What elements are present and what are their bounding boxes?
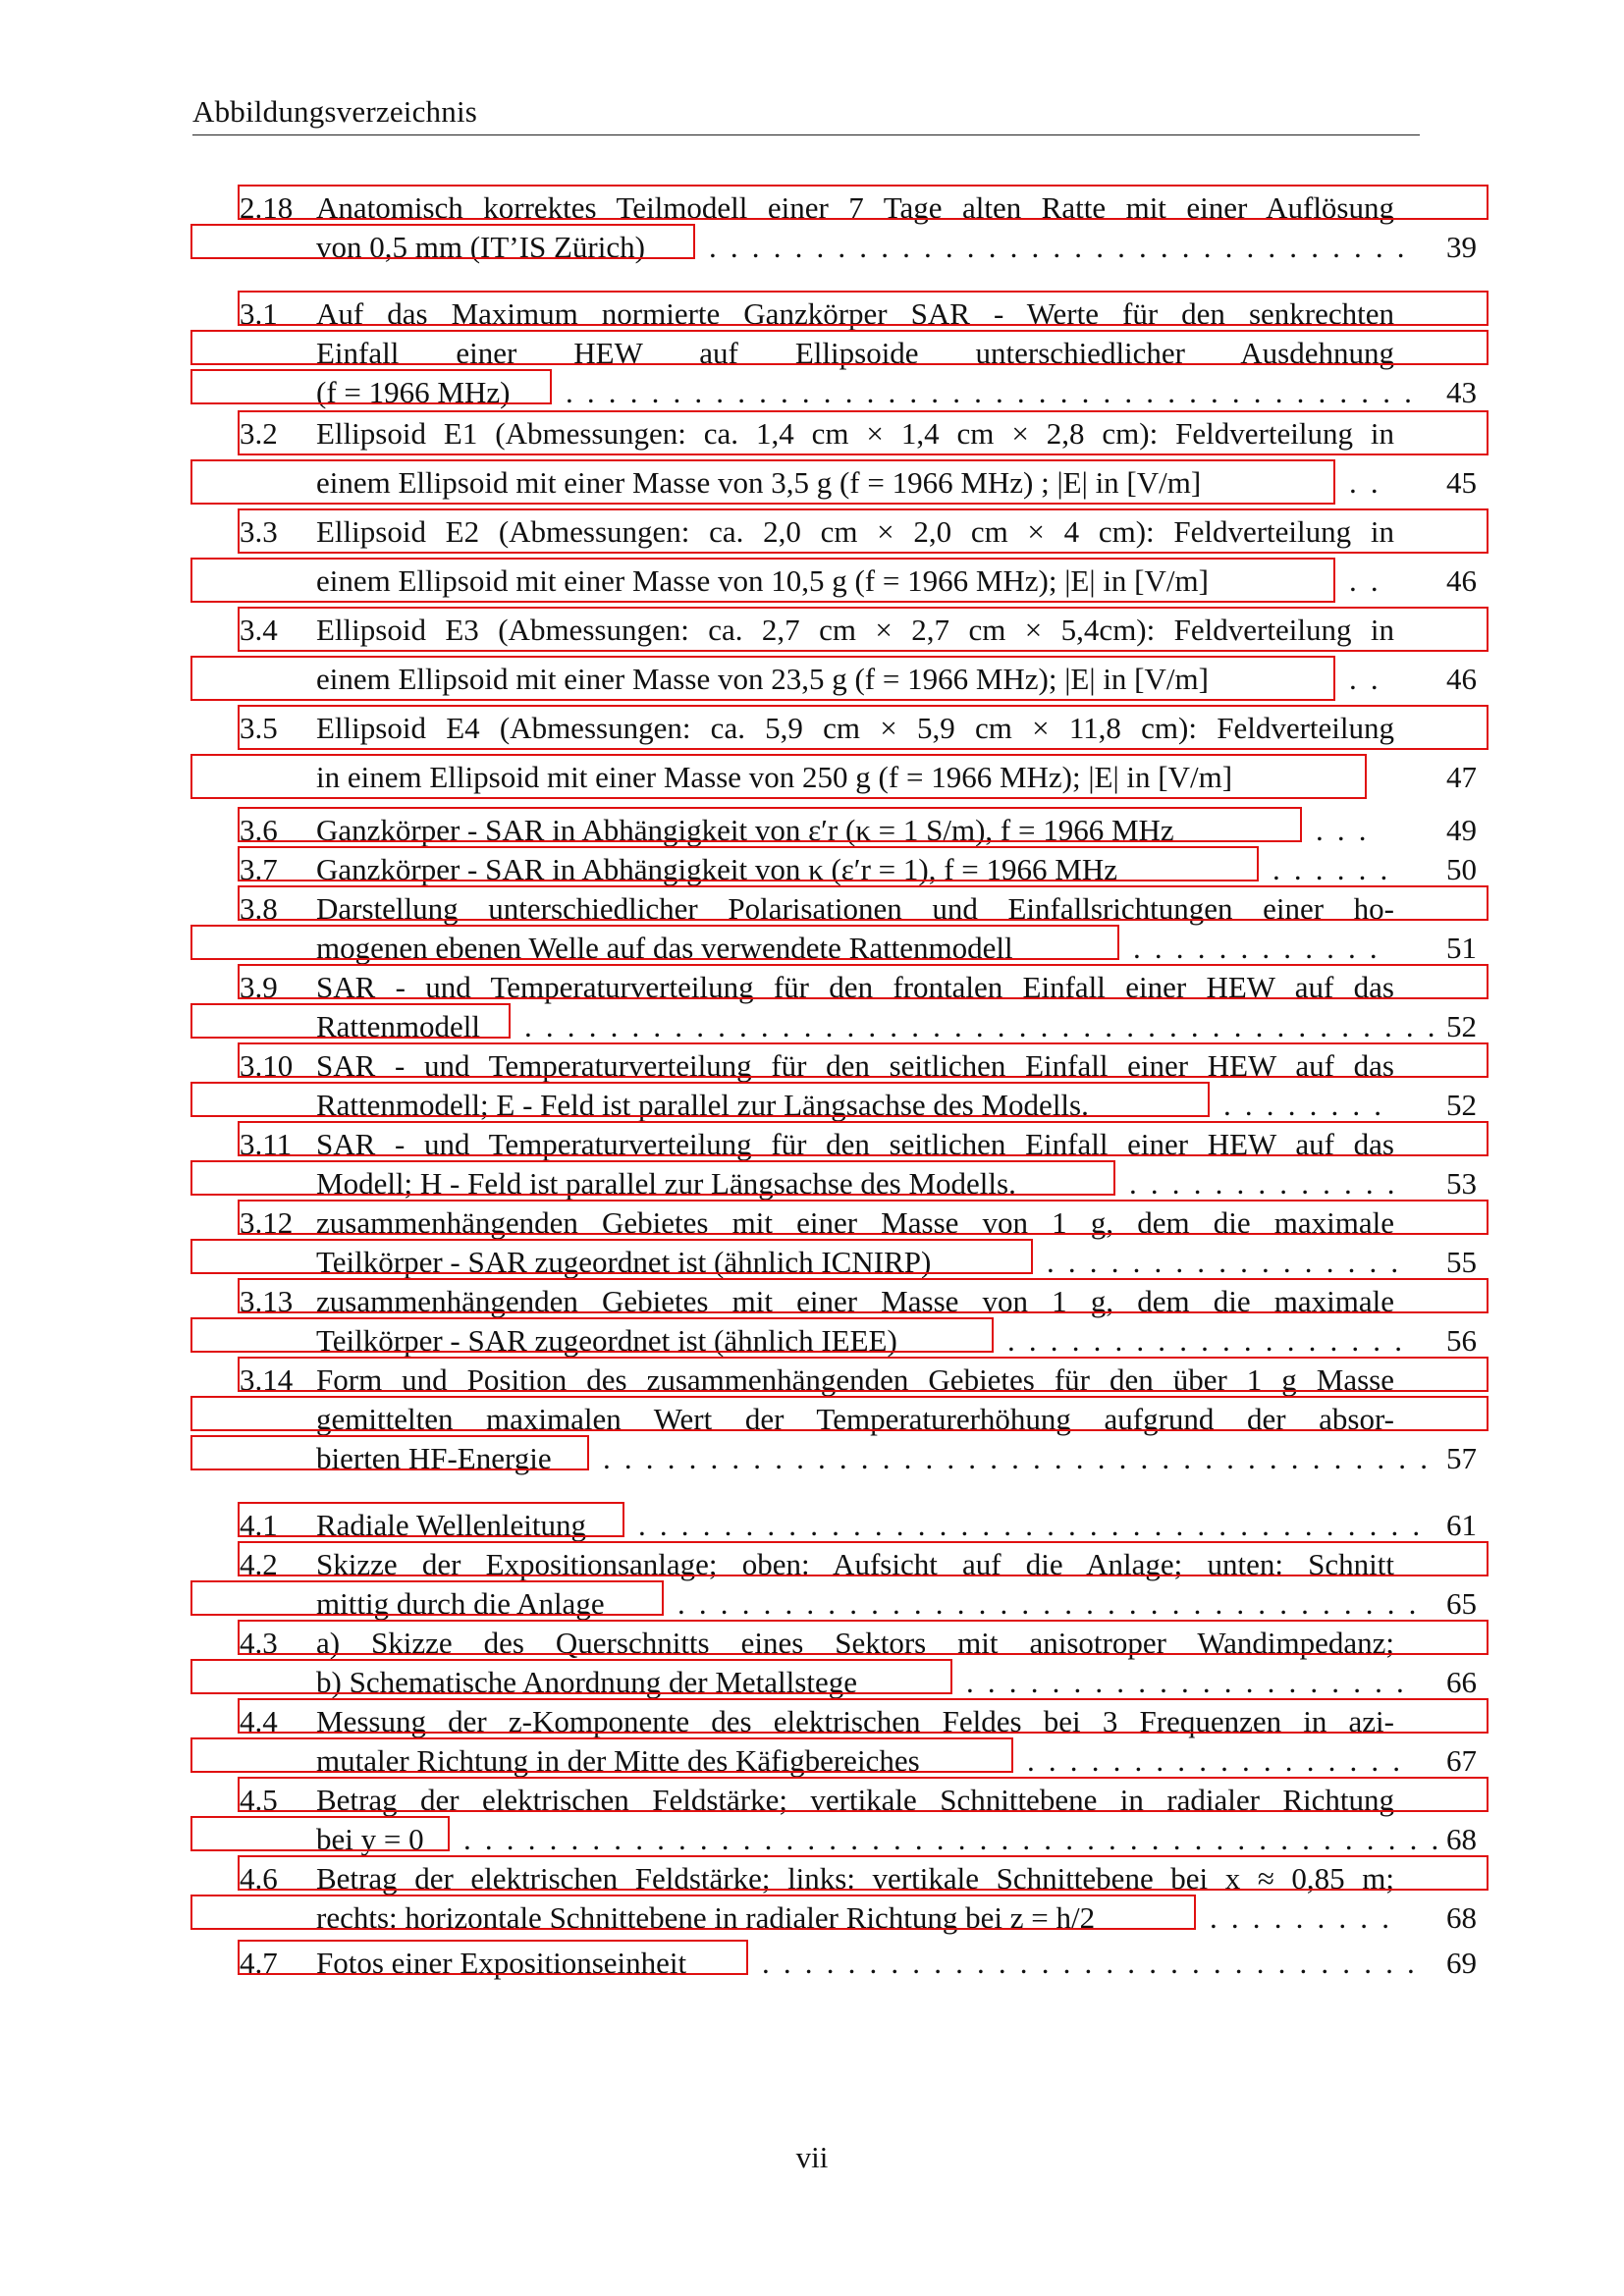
figure-number: 3.13: [240, 1284, 294, 1318]
caption-line: Rattenmodell: [316, 1009, 481, 1043]
figure-number: 4.6: [240, 1861, 278, 1896]
link-box[interactable]: [190, 754, 1367, 799]
page-ref[interactable]: 66: [1446, 1665, 1477, 1699]
page-ref[interactable]: 47: [1446, 760, 1477, 794]
page-number: vii: [795, 2140, 829, 2174]
caption-line: mogenen ebenen Welle auf das verwendete Rattenmodell: [316, 931, 1013, 965]
figure-number: 3.8: [240, 891, 278, 926]
caption-line: bei y = 0: [316, 1822, 424, 1856]
link-box[interactable]: [238, 1855, 1489, 1891]
link-box[interactable]: [238, 1357, 1489, 1392]
figure-number: 3.7: [240, 852, 278, 886]
link-box[interactable]: [238, 846, 1259, 881]
link-box[interactable]: [238, 964, 1489, 999]
link-box[interactable]: [190, 1003, 511, 1039]
caption-line: (f = 1966 MHz): [316, 375, 511, 409]
caption-line: a) Skizze des Querschnitts eines Sektors mit anisotroper Wandimpedanz;: [316, 1626, 1394, 1660]
link-box[interactable]: [190, 656, 1335, 701]
dot-leaders: . . . . . . . . . . . . . . . . . . . . . . . . . . . . . . . . . . . . . . . .: [566, 375, 1416, 409]
figure-number: 3.5: [240, 711, 278, 745]
caption-line: Modell; H - Feld ist parallel zur Längsachse des Modells.: [316, 1166, 1016, 1201]
caption-line: Darstellung unterschiedlicher Polarisationen und Einfallsrichtungen einer ho-: [316, 891, 1394, 926]
dot-leaders: . .: [1349, 563, 1381, 598]
link-box[interactable]: [190, 1895, 1196, 1930]
link-box[interactable]: [238, 885, 1489, 921]
caption-line: zusammenhängenden Gebietes mit einer Masse von 1 g, dem die maximale: [316, 1284, 1394, 1318]
figure-number: 3.9: [240, 970, 278, 1004]
link-box[interactable]: [238, 1541, 1489, 1576]
caption-line: von 0,5 mm (IT’IS Zürich): [316, 230, 645, 264]
caption-line: Teilkörper - SAR zugeordnet ist (ähnlich ICNIRP): [316, 1245, 932, 1279]
caption-line: Ellipsoid E2 (Abmessungen: ca. 2,0 cm × 2,0 cm × 4 cm): Feldverteilung in: [316, 514, 1394, 549]
caption-line: Rattenmodell; E - Feld ist parallel zur Längsachse des Modells.: [316, 1088, 1089, 1122]
link-box[interactable]: [190, 925, 1119, 960]
page-ref[interactable]: 52: [1446, 1088, 1477, 1122]
dot-leaders: . . .: [1316, 813, 1370, 847]
figure-number: 4.1: [240, 1508, 278, 1542]
page-ref[interactable]: 65: [1446, 1586, 1477, 1621]
caption-line: SAR - und Temperaturverteilung für den frontalen Einfall einer HEW auf das: [316, 970, 1394, 1004]
dot-leaders: . . . . . . . .: [1223, 1088, 1385, 1122]
page-ref[interactable]: 46: [1446, 563, 1477, 598]
caption-line: rechts: horizontale Schnittebene in radialer Richtung bei z = h/2: [316, 1900, 1096, 1935]
link-box[interactable]: [238, 1278, 1489, 1313]
caption-line: bierten HF-Energie: [316, 1441, 552, 1475]
dot-leaders: . . . . . . . . . . . . . . . . . . . . . . . . . . . . . . . . . . . . .: [638, 1508, 1424, 1542]
link-box[interactable]: [238, 410, 1489, 455]
dot-leaders: . .: [1349, 662, 1381, 696]
dot-leaders: . . . . . . . . . . . . . . . . . . . . . . . . . . . . . . . . . . .: [677, 1586, 1420, 1621]
caption-line: Betrag der elektrischen Feldstärke; links: vertikale Schnittebene bei x ≈ 0,85 m;: [316, 1861, 1394, 1896]
link-box[interactable]: [238, 1042, 1489, 1078]
running-header: Abbildungsverzeichnis: [192, 94, 478, 129]
link-box[interactable]: [238, 185, 1489, 220]
caption-line: Form und Position des zusammenhängenden Gebietes für den über 1 g Masse: [316, 1362, 1394, 1397]
figure-number: 3.6: [240, 813, 278, 847]
figure-number: 2.18: [240, 190, 294, 225]
caption-line: zusammenhängenden Gebietes mit einer Masse von 1 g, dem die maximale: [316, 1205, 1394, 1240]
figure-number: 4.2: [240, 1547, 278, 1581]
dot-leaders: . . . . . .: [1272, 852, 1391, 886]
page-ref[interactable]: 50: [1446, 852, 1477, 886]
figure-number: 3.2: [240, 416, 278, 451]
caption-line: einem Ellipsoid mit einer Masse von 3,5 g (f = 1966 MHz) ; |E| in [V/m]: [316, 465, 1202, 500]
dot-leaders: . . . . . . . . . . . . . . . . . . . . . . . . . . . . . . . . . . . . . . . . . . .: [524, 1009, 1438, 1043]
page-ref[interactable]: 61: [1446, 1508, 1477, 1542]
caption-line: Skizze der Expositionsanlage; oben: Aufsicht auf die Anlage; unten: Schnitt: [316, 1547, 1394, 1581]
link-box[interactable]: [190, 1239, 1033, 1274]
page-ref[interactable]: 69: [1446, 1946, 1477, 1980]
caption-line: Anatomisch korrektes Teilmodell einer 7 Tage alten Ratte mit einer Auflösung: [316, 190, 1394, 225]
dot-leaders: . . . . . . . . .: [1210, 1900, 1393, 1935]
page-ref[interactable]: 52: [1446, 1009, 1477, 1043]
figure-number: 3.10: [240, 1048, 294, 1083]
figure-number: 4.5: [240, 1783, 278, 1817]
caption-line: Ellipsoid E1 (Abmessungen: ca. 1,4 cm × 1,4 cm × 2,8 cm): Feldverteilung in: [316, 416, 1394, 451]
caption-line: einem Ellipsoid mit einer Masse von 23,5 g (f = 1966 MHz); |E| in [V/m]: [316, 662, 1209, 696]
caption-line: in einem Ellipsoid mit einer Masse von 250 g (f = 1966 MHz); |E| in [V/m]: [316, 760, 1233, 794]
page-ref[interactable]: 68: [1446, 1900, 1477, 1935]
link-box[interactable]: [238, 1200, 1489, 1235]
page-ref[interactable]: 39: [1446, 230, 1477, 264]
dot-leaders: . .: [1349, 465, 1381, 500]
link-box[interactable]: [238, 1940, 748, 1975]
page-ref[interactable]: 45: [1446, 465, 1477, 500]
link-box[interactable]: [190, 1160, 1115, 1196]
link-box[interactable]: [190, 558, 1335, 603]
link-box[interactable]: [190, 1659, 952, 1694]
figure-number: 4.4: [240, 1704, 278, 1738]
link-box[interactable]: [190, 1580, 664, 1616]
figure-number: 3.1: [240, 296, 278, 331]
page-ref[interactable]: 68: [1446, 1822, 1477, 1856]
figure-number: 3.3: [240, 514, 278, 549]
page-ref[interactable]: 43: [1446, 375, 1477, 409]
dot-leaders: . . . . . . . . . . . . . . . . . . . . . . . . . . . . . . .: [762, 1946, 1418, 1980]
caption-line: gemittelten maximalen Wert der Temperaturerhöhung aufgrund der absor-: [316, 1402, 1394, 1436]
caption-line: Betrag der elektrischen Feldstärke; vertikale Schnittebene in radialer Richtung: [316, 1783, 1394, 1817]
caption-line: b) Schematische Anordnung der Metallstege: [316, 1665, 857, 1699]
link-box[interactable]: [190, 1435, 589, 1470]
link-box[interactable]: [238, 508, 1489, 554]
figure-number: 3.4: [240, 613, 278, 647]
caption-line: Fotos einer Expositionseinheit: [316, 1946, 687, 1980]
dot-leaders: . . . . . . . . . . . . .: [1129, 1166, 1398, 1201]
caption-line: Radiale Wellenleitung: [316, 1508, 586, 1542]
figure-number: 4.3: [240, 1626, 278, 1660]
caption-line: einem Ellipsoid mit einer Masse von 10,5 g (f = 1966 MHz); |E| in [V/m]: [316, 563, 1209, 598]
caption-line: Teilkörper - SAR zugeordnet ist (ähnlich IEEE): [316, 1323, 897, 1358]
link-box[interactable]: [190, 1396, 1489, 1431]
caption-line: Messung der z-Komponente des elektrischen Feldes bei 3 Frequenzen in azi-: [316, 1704, 1394, 1738]
caption-line: Ganzkörper - SAR in Abhängigkeit von ε′r (κ = 1 S/m), f = 1966 MHz: [316, 813, 1174, 847]
page-ref[interactable]: 51: [1446, 931, 1477, 965]
caption-line: mutaler Richtung in der Mitte des Käfigbereiches: [316, 1743, 920, 1778]
page-ref[interactable]: 46: [1446, 662, 1477, 696]
caption-line: Ellipsoid E3 (Abmessungen: ca. 2,7 cm × 2,7 cm × 5,4cm): Feldverteilung in: [316, 613, 1394, 647]
page-ref[interactable]: 53: [1446, 1166, 1477, 1201]
caption-line: SAR - und Temperaturverteilung für den seitlichen Einfall einer HEW auf das: [316, 1048, 1394, 1083]
link-box[interactable]: [238, 291, 1489, 326]
caption-line: SAR - und Temperaturverteilung für den seitlichen Einfall einer HEW auf das: [316, 1127, 1394, 1161]
figure-number: 3.12: [240, 1205, 294, 1240]
link-box[interactable]: [190, 1816, 450, 1851]
caption-line: Auf das Maximum normierte Ganzkörper SAR - Werte für den senkrechten: [316, 296, 1394, 331]
figure-number: 4.7: [240, 1946, 278, 1980]
caption-line: Einfall einer HEW auf Ellipsoide unterschiedlicher Ausdehnung: [316, 336, 1394, 370]
page-ref[interactable]: 67: [1446, 1743, 1477, 1778]
link-box[interactable]: [238, 705, 1489, 750]
link-box[interactable]: [238, 1698, 1489, 1734]
dot-leaders: . . . . . . . . . . . . . . . . . . . . . . . . . . . . . . . . . . . . . . .: [603, 1441, 1432, 1475]
dot-leaders: . . . . . . . . . . . . . . . . .: [1047, 1245, 1402, 1279]
link-box[interactable]: [190, 224, 695, 259]
page-ref[interactable]: 55: [1446, 1245, 1477, 1279]
link-box[interactable]: [190, 1317, 994, 1353]
dot-leaders: . . . . . . . . . . . . . . . . . . .: [1007, 1323, 1406, 1358]
link-box[interactable]: [190, 459, 1335, 505]
link-box[interactable]: [238, 1121, 1489, 1156]
page-ref[interactable]: 57: [1446, 1441, 1477, 1475]
link-box[interactable]: [238, 1502, 624, 1537]
figure-number: 3.14: [240, 1362, 294, 1397]
link-box[interactable]: [190, 369, 552, 404]
link-box[interactable]: [190, 330, 1489, 365]
page-ref[interactable]: 49: [1446, 813, 1477, 847]
caption-line: Ganzkörper - SAR in Abhängigkeit von κ (ε′r = 1), f = 1966 MHz: [316, 852, 1117, 886]
link-box[interactable]: [238, 807, 1302, 842]
dot-leaders: . . . . . . . . . . . .: [1133, 931, 1380, 965]
link-box[interactable]: [238, 1620, 1489, 1655]
link-box[interactable]: [190, 1737, 1013, 1773]
dot-leaders: . . . . . . . . . . . . . . . . . . . . . . . . . . . . . . . . . . . . . . . . . . . . . .: [463, 1822, 1442, 1856]
link-box[interactable]: [238, 607, 1489, 652]
link-box[interactable]: [190, 1082, 1210, 1117]
page-ref[interactable]: 56: [1446, 1323, 1477, 1358]
dot-leaders: . . . . . . . . . . . . . . . . . . . . . . . . . . . . . . . . .: [709, 230, 1408, 264]
dot-leaders: . . . . . . . . . . . . . . . . . .: [1027, 1743, 1404, 1778]
link-box[interactable]: [238, 1777, 1489, 1812]
caption-line: mittig durch die Anlage: [316, 1586, 605, 1621]
dot-leaders: . . . . . . . . . . . . . . . . . . . . .: [966, 1665, 1407, 1699]
caption-line: Ellipsoid E4 (Abmessungen: ca. 5,9 cm × 5,9 cm × 11,8 cm): Feldverteilung: [316, 711, 1394, 745]
figure-number: 3.11: [240, 1127, 293, 1161]
